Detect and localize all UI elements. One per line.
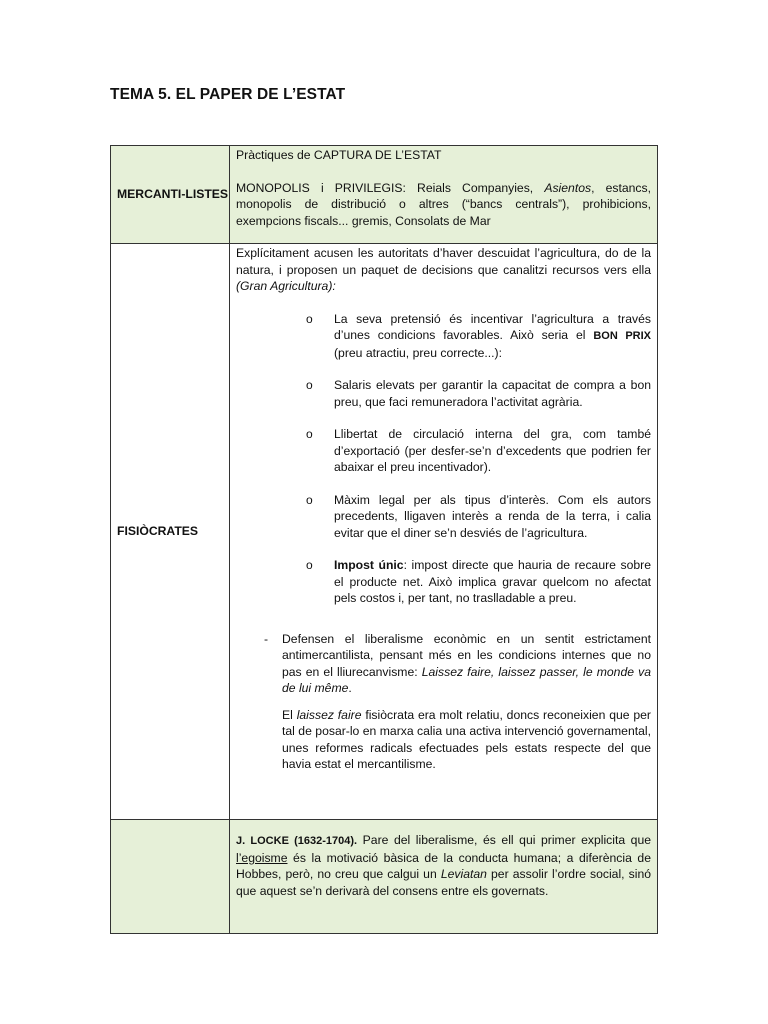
bold-text: J. LOCKE (1632-1704). — [236, 835, 358, 847]
italic-text: laissez faire — [296, 707, 362, 722]
bullet-circle-icon: o — [306, 427, 313, 441]
list-item — [306, 426, 651, 476]
paragraph — [236, 832, 651, 899]
row-label-text: MERCANTI-LISTES — [117, 187, 229, 202]
text-run: fisiòcrata era molt relatiu, doncs reconeixien que per tal de posar-lo en marxa calia una activa intervenció governamental, unes reformes radicals efectuades pels estats respecte del que havia estat el mercantilisme. — [282, 707, 651, 771]
italic-text: Laissez faire, laissez passer, le monde va de lui même — [282, 664, 652, 695]
list-item — [306, 311, 651, 362]
bullet-circle-icon: o — [306, 311, 313, 326]
row-label — [111, 820, 230, 934]
text-run: és la motivació bàsica de la conducta humana; a diferència de Hobbes, però, no creu que calgui un — [236, 850, 651, 881]
text-run: Salaris elevats per garantir la capacitat de compra a bon preu, que faci remuneradora l’activitat agrària. — [334, 378, 651, 409]
dash-list — [236, 631, 651, 773]
text-run: Defensen el liberalisme econòmic en un sentit estrictament antimercantilista, pensant més en les condicions internes que no pas en el lliurecanvisme: — [282, 631, 651, 679]
text-run: : impost directe que hauria de recaure sobre el producte net. Això implica gravar quelcom no afectat pels costos i, per tant, no traslladable a preu. — [334, 558, 651, 605]
dash-bullet-icon: - — [264, 631, 269, 646]
text-run: . — [348, 681, 352, 695]
row-label — [111, 146, 230, 244]
text-run: El — [282, 707, 297, 722]
text-run: MONOPOLIS i PRIVILEGIS: Reials Companyies, — [236, 180, 545, 195]
text-run: Màxim legal per als tipus d’interès. Com els autors precedents, lligaven interès a renda de la terra, i calia evitar que el diner se’n desviés de l’agricultura. — [334, 492, 651, 540]
text-run: Llibertat de circulació interna del gra, com també d’exportació (per desfer-se’n d’excedents que podrien fer abaixar el preu incentivador). — [334, 427, 651, 474]
bullet-list — [236, 311, 651, 607]
bullet-circle-icon: o — [306, 492, 313, 507]
paragraph — [282, 631, 651, 697]
table-row-fisiocrates — [111, 244, 658, 820]
bullet-circle-icon: o — [306, 558, 313, 572]
list-item — [306, 557, 651, 607]
bold-text: Impost únic — [334, 558, 404, 572]
row-label — [111, 244, 230, 820]
italic-text: Leviatan — [440, 867, 487, 881]
italic-text: (Gran Agricultura): — [236, 279, 336, 293]
text-run: Pare del liberalisme, és ell qui primer explicita que — [357, 833, 652, 847]
list-item — [264, 631, 651, 773]
list-item — [306, 492, 651, 542]
text-run: (preu atractiu, preu correcte...): — [334, 345, 502, 360]
row-content — [230, 820, 658, 934]
table-row-locke — [111, 820, 658, 934]
text-run: Explícitament acusen les autoritats d’haver descuidat l’agricultura, do de la natura, i proposen un paquet de decisions que canalitzi recursos vers ella — [236, 246, 651, 277]
document-title: TEMA 5. EL PAPER DE L’ESTAT — [110, 86, 346, 103]
bullet-circle-icon: o — [306, 378, 313, 392]
underlined-text: l’egoisme — [236, 850, 288, 865]
text-run: , estancs, monopolis de distribució o altres (“bancs centrals”), prohibicions, exempcions fiscals... gremis, Consolats de Mar — [236, 180, 651, 228]
row-content — [230, 244, 658, 820]
text-run: per assolir l’ordre social, sinó que aquest se’n derivarà del consens entre els governats. — [236, 867, 651, 898]
italic-text: Asientos — [544, 180, 592, 195]
paragraph — [282, 707, 651, 773]
text-run: La seva pretensió és incentivar l’agricultura a través d’unes condicions favorables. Això seria el — [334, 311, 651, 342]
row-label-text: FISIÒCRATES — [117, 524, 199, 539]
table-row-mercantilistes — [111, 146, 658, 244]
paragraph — [236, 245, 651, 295]
bold-text: BON PRIX — [593, 330, 651, 342]
section-heading: Pràctiques de CAPTURA DE L’ESTAT — [236, 148, 442, 162]
content-table — [110, 145, 658, 934]
list-item — [306, 377, 651, 410]
paragraph — [236, 180, 651, 230]
row-content — [230, 146, 658, 244]
